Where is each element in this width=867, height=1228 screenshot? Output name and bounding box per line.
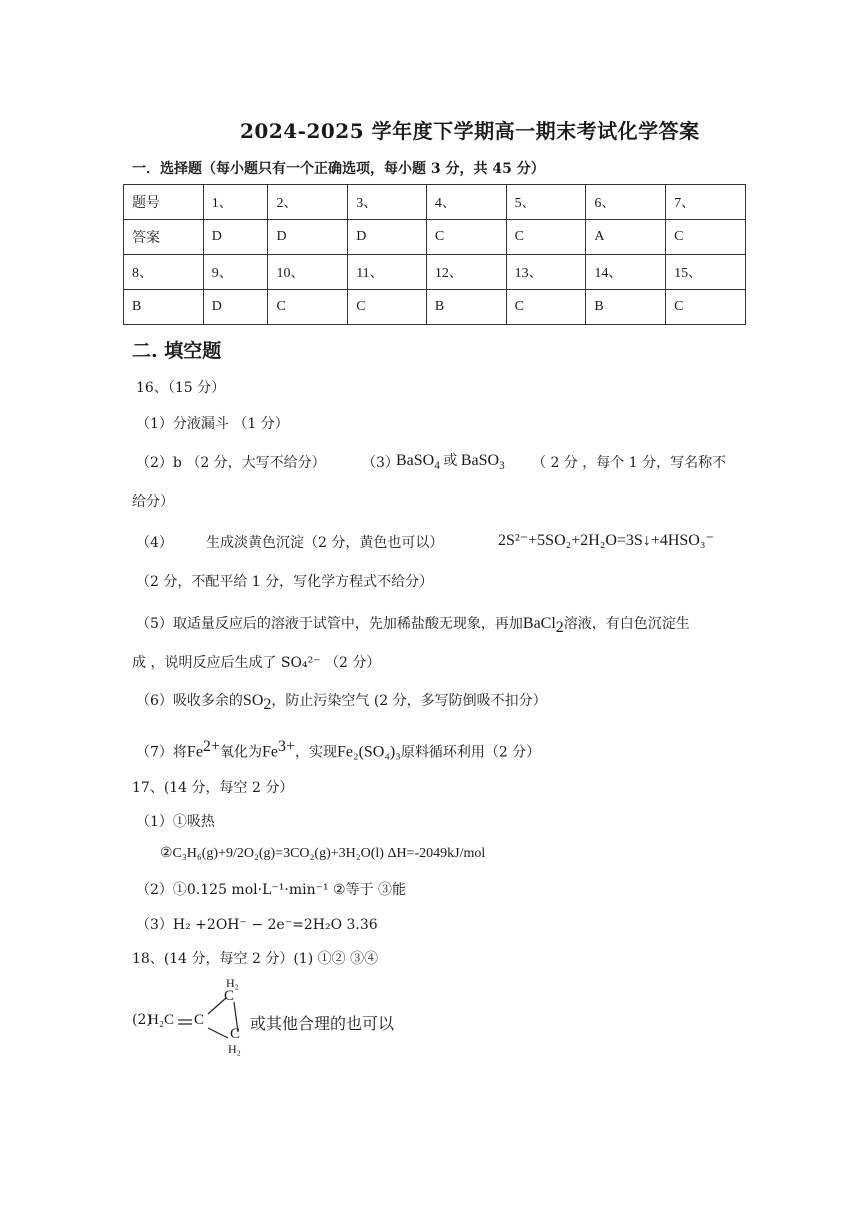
table-cell: B bbox=[586, 290, 666, 325]
table-row bbox=[124, 255, 746, 290]
table-cell: 6、 bbox=[586, 185, 666, 220]
table-cell: B bbox=[124, 290, 204, 325]
table-cell: 12、 bbox=[426, 255, 506, 290]
q16-part4-equation: 2S²⁻+5SO₂+2H₂O=3S↓+4HSO₃⁻ bbox=[498, 532, 714, 549]
q17-part1: （1）①吸热 bbox=[136, 814, 215, 830]
q16-part6: （6）吸收多余的$SO_2$，防止污染空气 (2 分，多写防倒吸不扣分） bbox=[136, 692, 547, 713]
table-cell: B bbox=[426, 290, 506, 325]
table-cell: 题号 bbox=[124, 185, 204, 220]
page-title: 2024-2025 学年度下学期高一期末考试化学答案 bbox=[240, 119, 700, 143]
answer-table bbox=[123, 184, 746, 325]
q16-part1: （1）分液漏斗 （1 分） bbox=[136, 416, 289, 432]
struct-c-bottom: C bbox=[230, 1026, 241, 1042]
q16-part2: （2）b （2 分，大写不给分） bbox=[136, 455, 326, 471]
table-cell: C bbox=[666, 220, 746, 255]
table-cell: C bbox=[268, 290, 348, 325]
table-row bbox=[124, 185, 746, 220]
struct-h2-top: H₂ bbox=[226, 976, 239, 990]
table-cell: C bbox=[506, 290, 586, 325]
q16-part7: （7）将$Fe^{2+}$氧化为$Fe^{3+}$，实现Fe₂(SO₄)₃原料循环利用（2 分） bbox=[136, 738, 541, 761]
table-cell: D bbox=[203, 290, 268, 325]
q16-part3-formula: BaSO$_4$ 或 BaSO$_3$ bbox=[396, 452, 505, 473]
section2-heading: 二. 填空题 bbox=[132, 340, 222, 362]
table-cell: 5、 bbox=[506, 185, 586, 220]
q18-heading: 18、(14 分，每空 2 分）(1) ①② ③④ bbox=[132, 951, 379, 967]
table-cell: D bbox=[203, 220, 268, 255]
struct-h2-bottom: H₂ bbox=[228, 1042, 241, 1056]
struct-h2c: H₂C bbox=[148, 1012, 175, 1028]
q17-part1-equation: ②C₃H₆(g)+9/2O₂(g)=3CO₂(g)+3H₂O(l) ΔH=-2049kJ/mol bbox=[160, 846, 486, 861]
table-cell: D bbox=[348, 220, 427, 255]
q17-heading: 17、(14 分，每空 2 分） bbox=[132, 780, 294, 796]
q18-part2-text: 或其他合理的也可以 bbox=[250, 1014, 395, 1033]
table-cell: 2、 bbox=[268, 185, 348, 220]
table-cell: C bbox=[666, 290, 746, 325]
cyclopropene-structure bbox=[148, 976, 260, 1062]
table-cell: A bbox=[586, 220, 666, 255]
table-cell: 1、 bbox=[203, 185, 268, 220]
table-cell: 13、 bbox=[506, 255, 586, 290]
table-cell: D bbox=[268, 220, 348, 255]
q17-part3: （3）H₂ +2OH⁻ − 2e⁻=2H₂O 3.36 bbox=[136, 917, 378, 933]
table-cell: C bbox=[426, 220, 506, 255]
q16-part5-line1: （5）取适量反应后的溶液于试管中，先加稀盐酸无现象，再加BaCl$_2$溶液，有白色沉淀生 bbox=[136, 615, 690, 636]
q16-part5-line2: 成 ，说明反应后生成了 SO₄²⁻ （2 分） bbox=[132, 655, 381, 671]
table-cell: 15、 bbox=[666, 255, 746, 290]
table-cell: 8、 bbox=[124, 255, 204, 290]
table-cell: 4、 bbox=[426, 185, 506, 220]
table-cell: C bbox=[348, 290, 427, 325]
q16-part3-label: （3） bbox=[362, 455, 399, 471]
table-cell: 9、 bbox=[203, 255, 268, 290]
q16-part4-text: 生成淡黄色沉淀（2 分，黄色也可以） bbox=[206, 535, 444, 551]
table-cell: 10、 bbox=[268, 255, 348, 290]
table-cell: 答案 bbox=[124, 220, 204, 255]
q16-part4-note: （2 分，不配平给 1 分，写化学方程式不给分） bbox=[136, 574, 434, 590]
table-cell: 11、 bbox=[348, 255, 427, 290]
q16-part3-note-cont: 给分） bbox=[132, 494, 174, 510]
table-row bbox=[124, 220, 746, 255]
q16-part4-label: （4） bbox=[136, 535, 173, 551]
table-cell: 14、 bbox=[586, 255, 666, 290]
table-row bbox=[124, 290, 746, 325]
table-cell: 7、 bbox=[666, 185, 746, 220]
table-cell: C bbox=[506, 220, 586, 255]
struct-c: C bbox=[194, 1012, 205, 1028]
q18-part2-label: (2) bbox=[132, 1012, 152, 1028]
q16-heading: 16、（15 分） bbox=[136, 380, 226, 396]
q17-part2: （2）①0.125 mol·L⁻¹·min⁻¹ ②等于 ③能 bbox=[136, 882, 407, 898]
struct-c-top: C bbox=[224, 988, 235, 1004]
table-cell: 3、 bbox=[348, 185, 427, 220]
q16-part3-note: （ 2 分 ，每个 1 分，写名称不 bbox=[532, 455, 727, 471]
section1-heading: 一．选择题（每小题只有一个正确选项，每小题 3 分，共 45 分） bbox=[132, 161, 545, 177]
